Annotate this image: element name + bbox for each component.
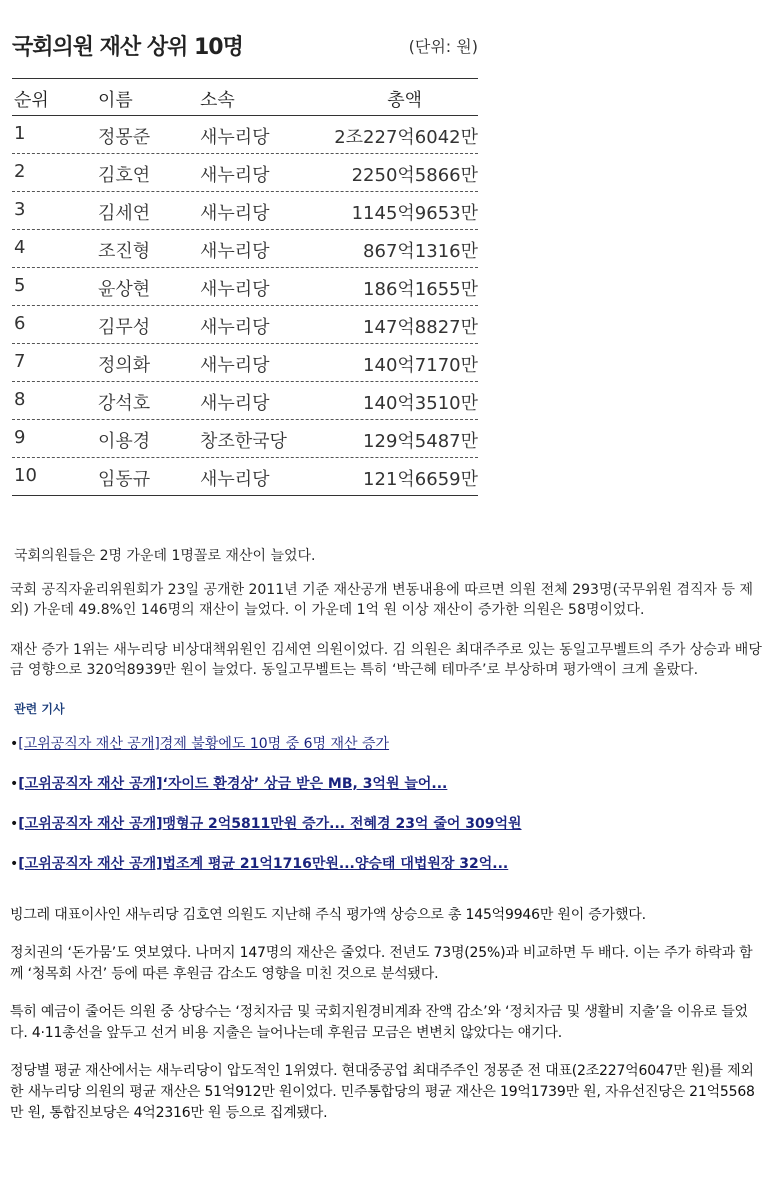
related-article-link[interactable]: [고위공직자 재산 공개]경제 불황에도 10명 중 6명 재산 증가 [18,736,390,752]
table-title-row [12,28,478,68]
header-rank: 순위 [14,90,49,111]
table-title: 국회의원 재산 상위 10명 [12,35,243,60]
table-row [12,382,478,420]
cell-party: 새누리당 [200,469,270,490]
cell-party: 새누리당 [200,241,270,262]
article-paragraph: 정치권의 ‘돈가뭄’도 엿보였다. 나머지 147명의 재산은 줄었다. 전년도 73명(25%)과 비교하면 두 배다. 이는 주가 하락과 함께 ‘청목회 사건’ 등에 따른 후원금 감소도 영향을 미친 것으로 분석됐다. [10,945,753,982]
table-row [12,458,478,496]
cell-name: 강석호 [98,393,151,414]
article-body [10,546,762,1141]
cell-total: 1145억9653만 [351,203,478,224]
table-row [12,420,478,458]
table-row [12,192,478,230]
table-row [12,154,478,192]
cell-party: 새누리당 [200,355,270,376]
cell-total: 140억3510만 [363,393,478,414]
cell-party: 새누리당 [200,165,270,186]
cell-name: 조진형 [98,241,151,262]
cell-total: 147억8827만 [363,317,478,338]
table-unit: (단위: 원) [408,37,478,56]
related-article-item [10,733,762,753]
asset-table [12,28,478,496]
cell-party: 새누리당 [200,203,270,224]
article-paragraph: 재산 증가 1위는 새누리당 비상대책위원인 김세연 의원이었다. 김 의원은 최대주주로 있는 동일고무벨트의 주가 상승과 배당금 영향으로 320억8939만 원이 늘었다. 동일고무벨트는 특히 ‘박근혜 테마주’로 부상하며 평가액이 크게 올랐다. [10,642,762,678]
table-header [12,78,478,116]
article-paragraph: 정당별 평균 재산에서는 새누리당이 압도적인 1위였다. 현대중공업 최대주주인 정몽준 전 대표(2조227억6047만 원)를 제외한 새누리당 의원의 평균 재산은 51억912만 원이었다. 민주통합당의 평균 재산은 19억1739만 원, 자유선진당은 21억5568만 원, 통합진보당은 4억2316만 원 등으로 집계됐다. [10,1063,755,1121]
bullet: • [10,816,19,832]
related-article-link[interactable]: [고위공직자 재산 공개]‘자이드 환경상’ 상금 받은 MB, 3억원 늘어... [18,776,448,792]
cell-name: 정의화 [98,355,151,376]
cell-name: 김호연 [98,165,151,186]
cell-total: 2조227억6042만 [334,127,478,148]
bullet: • [10,776,19,792]
cell-rank: 4 [14,237,26,258]
cell-name: 이용경 [98,431,151,452]
cell-rank: 8 [14,389,26,410]
related-article-item [10,813,762,833]
article-lead: 국회의원들은 2명 가운데 1명꼴로 재산이 늘었다. [14,548,316,564]
cell-party: 새누리당 [200,317,270,338]
table-row [12,306,478,344]
table-row [12,116,478,154]
cell-name: 임동규 [98,469,151,490]
cell-total: 186억1655만 [363,279,478,300]
related-article-link[interactable]: [고위공직자 재산 공개]맹형규 2억5811만원 증가... 전혜경 23억 줄어 309억원 [18,816,522,832]
cell-rank: 6 [14,313,26,334]
header-total: 총액 [387,90,422,111]
cell-rank: 9 [14,427,26,448]
related-article-item [10,773,762,793]
related-article-link[interactable]: [고위공직자 재산 공개]법조계 평균 21억1716만원...양승태 대법원장 32억... [18,856,509,872]
cell-party: 새누리당 [200,393,270,414]
article-paragraph: 국회 공직자윤리위원회가 23일 공개한 2011년 기준 재산공개 변동내용에 따르면 의원 전체 293명(국무위원 겸직자 등 제외) 가운데 49.8%인 146명의 재산이 늘었다. 이 가운데 1억 원 이상 재산이 증가한 의원은 58명이었다. [10,582,753,618]
cell-party: 새누리당 [200,279,270,300]
cell-rank: 1 [14,123,26,144]
cell-total: 129억5487만 [363,431,478,452]
cell-total: 867억1316만 [363,241,478,262]
table-row [12,268,478,306]
cell-rank: 7 [14,351,26,372]
related-article-item [10,853,762,873]
bullet: • [10,856,19,872]
article-paragraph: 특히 예금이 줄어든 의원 중 상당수는 ‘정치자금 및 국회지원경비계좌 잔액 감소’와 ‘정치자금 및 생활비 지출’을 이유로 들었다. 4·11총선을 앞두고 선거 비용 지출은 늘어나는데 후원금 모금은 변변치 않았다는 얘기다. [10,1004,748,1041]
cell-total: 140억7170만 [363,355,478,376]
cell-name: 정몽준 [98,127,151,148]
cell-name: 김세연 [98,203,151,224]
cell-total: 2250억5866만 [351,165,478,186]
cell-name: 김무성 [98,317,151,338]
cell-rank: 10 [14,465,37,486]
article-paragraph: 빙그레 대표이사인 새누리당 김호연 의원도 지난해 주식 평가액 상승으로 총 145억9946만 원이 증가했다. [10,907,646,923]
cell-party: 창조한국당 [200,431,287,452]
header-name: 이름 [98,90,133,111]
cell-rank: 5 [14,275,26,296]
cell-rank: 2 [14,161,26,182]
table-row [12,230,478,268]
related-articles-title: 관련 기사 [14,702,65,716]
cell-party: 새누리당 [200,127,270,148]
cell-rank: 3 [14,199,26,220]
table-row [12,344,478,382]
cell-name: 윤상현 [98,279,151,300]
header-party: 소속 [200,90,235,111]
bullet: • [10,736,19,752]
cell-total: 121억6659만 [363,469,478,490]
